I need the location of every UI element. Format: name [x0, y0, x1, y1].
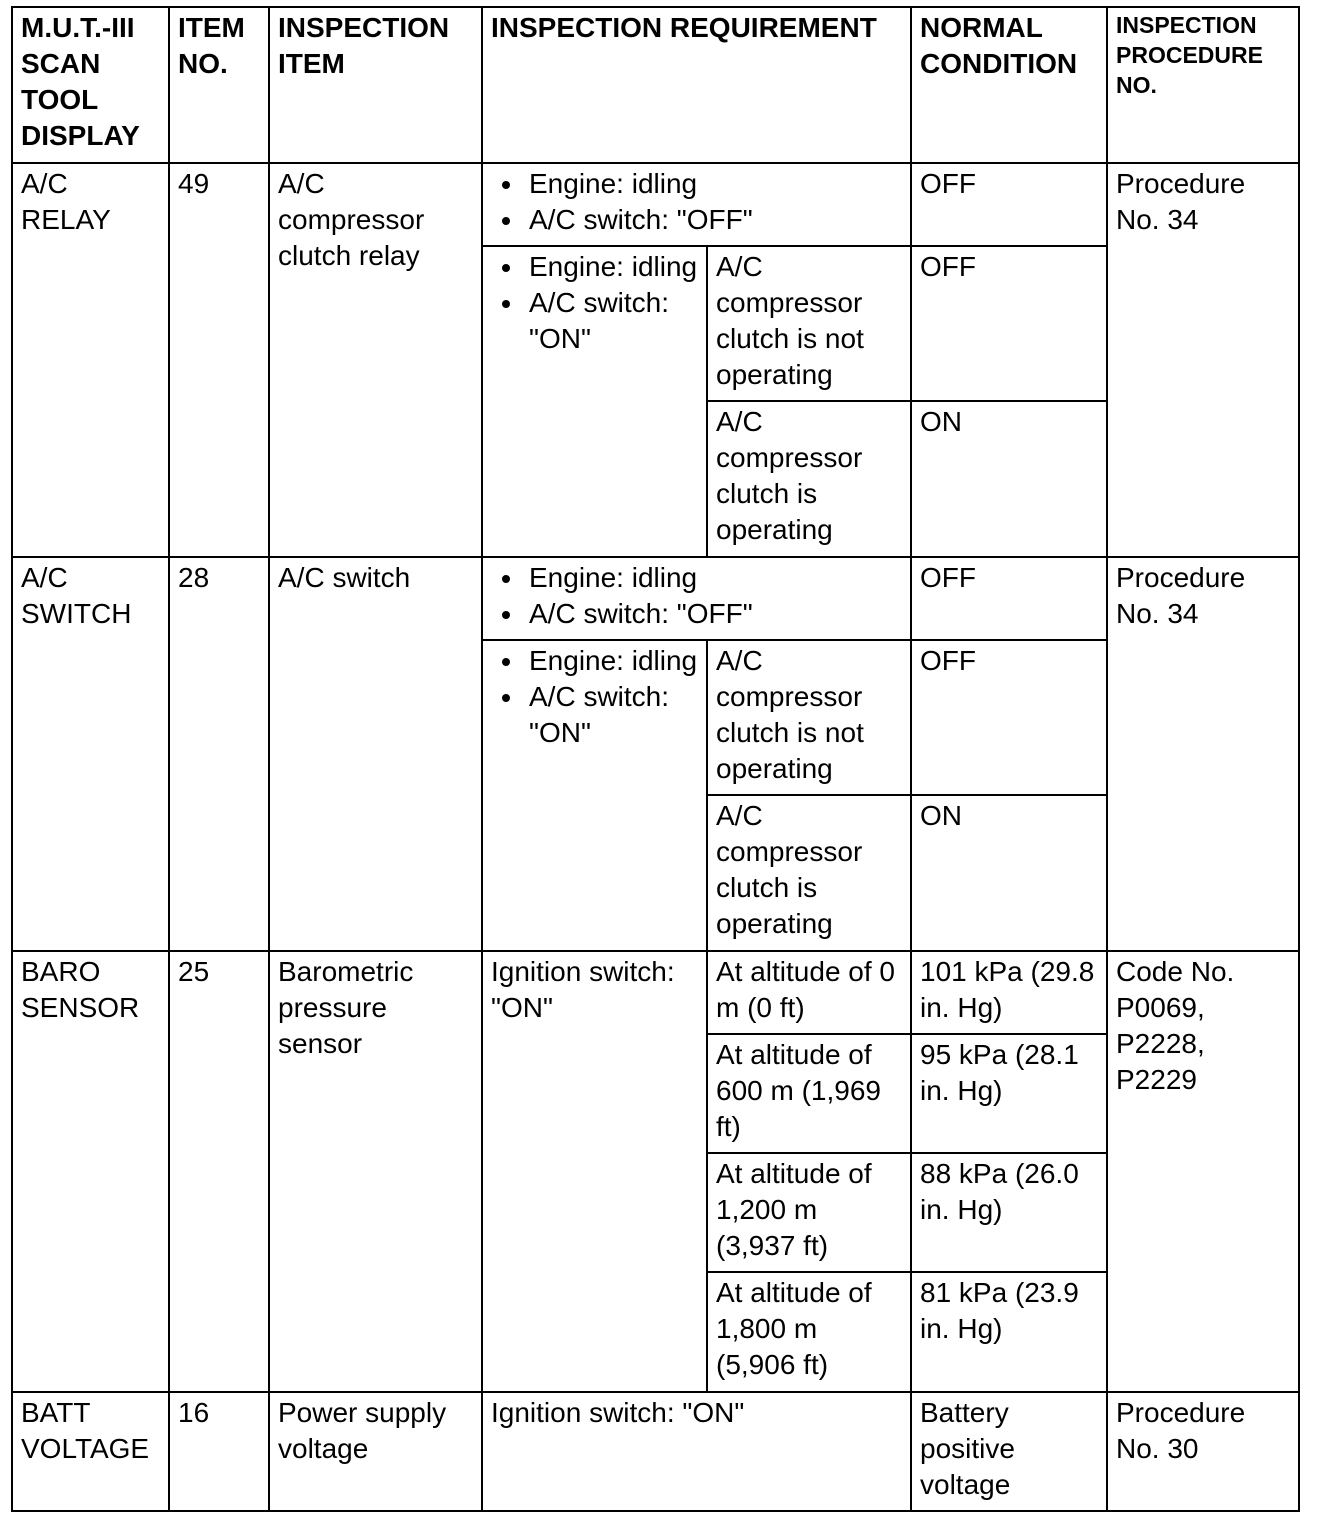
bullet-item: Engine: idling [491, 249, 698, 285]
batt-requirement: Ignition switch: "ON" [482, 1392, 911, 1511]
baro-normal: 81 kPa (23.9 in. Hg) [911, 1272, 1107, 1392]
baro-altitude: At altitude of 600 m (1,969 ft) [707, 1034, 911, 1153]
baro-normal: 101 kPa (29.8 in. Hg) [911, 951, 1107, 1034]
ac-relay-row [12, 163, 1299, 246]
baro-requirement: Ignition switch: "ON" [482, 951, 707, 1392]
baro-display: BARO SENSOR [12, 951, 169, 1392]
batt-row [12, 1392, 1299, 1511]
ac-relay-operating-normal: ON [911, 401, 1107, 557]
header-row [12, 7, 1299, 163]
bullet-item: A/C switch: "ON" [491, 285, 698, 357]
header-requirement: INSPECTION REQUIREMENT [482, 7, 911, 163]
batt-normal: Battery positive voltage [911, 1392, 1107, 1511]
header-display: M.U.T.-III SCAN TOOL DISPLAY [12, 7, 169, 163]
ac-relay-not-operating-normal: OFF [911, 246, 1107, 401]
baro-procedure: Code No. P0069, P2228, P2229 [1107, 951, 1299, 1392]
bullet-list [491, 560, 902, 632]
ac-relay-not-operating: A/C compressor clutch is not operating [707, 246, 911, 401]
bullet-item: A/C switch: "OFF" [491, 596, 902, 632]
ac-switch-not-operating: A/C compressor clutch is not operating [707, 640, 911, 795]
ac-switch-on-requirement [482, 640, 707, 951]
baro-item-no: 25 [169, 951, 269, 1392]
batt-item-no: 16 [169, 1392, 269, 1511]
bullet-item: A/C switch: "ON" [491, 679, 698, 751]
baro-altitude: At altitude of 1,200 m (3,937 ft) [707, 1153, 911, 1272]
bullet-item: A/C switch: "OFF" [491, 202, 902, 238]
ac-relay-procedure: Procedure No. 34 [1107, 163, 1299, 557]
bullet-list [491, 643, 698, 751]
bullet-item: Engine: idling [491, 643, 698, 679]
bullet-list [491, 249, 698, 357]
ac-switch-display: A/C SWITCH [12, 557, 169, 951]
ac-switch-item: A/C switch [269, 557, 482, 951]
header-item-no: ITEM NO. [169, 7, 269, 163]
ac-switch-off-requirement [482, 557, 911, 640]
bullet-item: Engine: idling [491, 166, 902, 202]
header-procedure-no: INSPECTION PROCEDURE NO. [1107, 7, 1299, 163]
ac-relay-off-requirement [482, 163, 911, 246]
bullet-list [491, 166, 902, 238]
ac-switch-off-normal: OFF [911, 557, 1107, 640]
ac-relay-item-no: 49 [169, 163, 269, 557]
header-inspection-item: INSPECTION ITEM [269, 7, 482, 163]
bullet-item: Engine: idling [491, 560, 902, 596]
batt-item: Power supply voltage [269, 1392, 482, 1511]
ac-switch-not-operating-normal: OFF [911, 640, 1107, 795]
batt-display: BATT VOLTAGE [12, 1392, 169, 1511]
baro-row [12, 951, 1299, 1034]
baro-normal: 88 kPa (26.0 in. Hg) [911, 1153, 1107, 1272]
batt-procedure: Procedure No. 30 [1107, 1392, 1299, 1511]
ac-switch-item-no: 28 [169, 557, 269, 951]
baro-altitude: At altitude of 1,800 m (5,906 ft) [707, 1272, 911, 1392]
header-normal-condition: NORMAL CONDITION [911, 7, 1107, 163]
ac-switch-row [12, 557, 1299, 640]
ac-relay-on-requirement [482, 246, 707, 557]
ac-switch-procedure: Procedure No. 34 [1107, 557, 1299, 951]
ac-switch-operating-normal: ON [911, 795, 1107, 951]
baro-item: Barometric pressure sensor [269, 951, 482, 1392]
baro-altitude: At altitude of 0 m (0 ft) [707, 951, 911, 1034]
inspection-table [11, 6, 1300, 1512]
ac-relay-display: A/C RELAY [12, 163, 169, 557]
baro-normal: 95 kPa (28.1 in. Hg) [911, 1034, 1107, 1153]
ac-switch-operating: A/C compressor clutch is operating [707, 795, 911, 951]
ac-relay-off-normal: OFF [911, 163, 1107, 246]
ac-relay-item: A/C compressor clutch relay [269, 163, 482, 557]
ac-relay-operating: A/C compressor clutch is operating [707, 401, 911, 557]
